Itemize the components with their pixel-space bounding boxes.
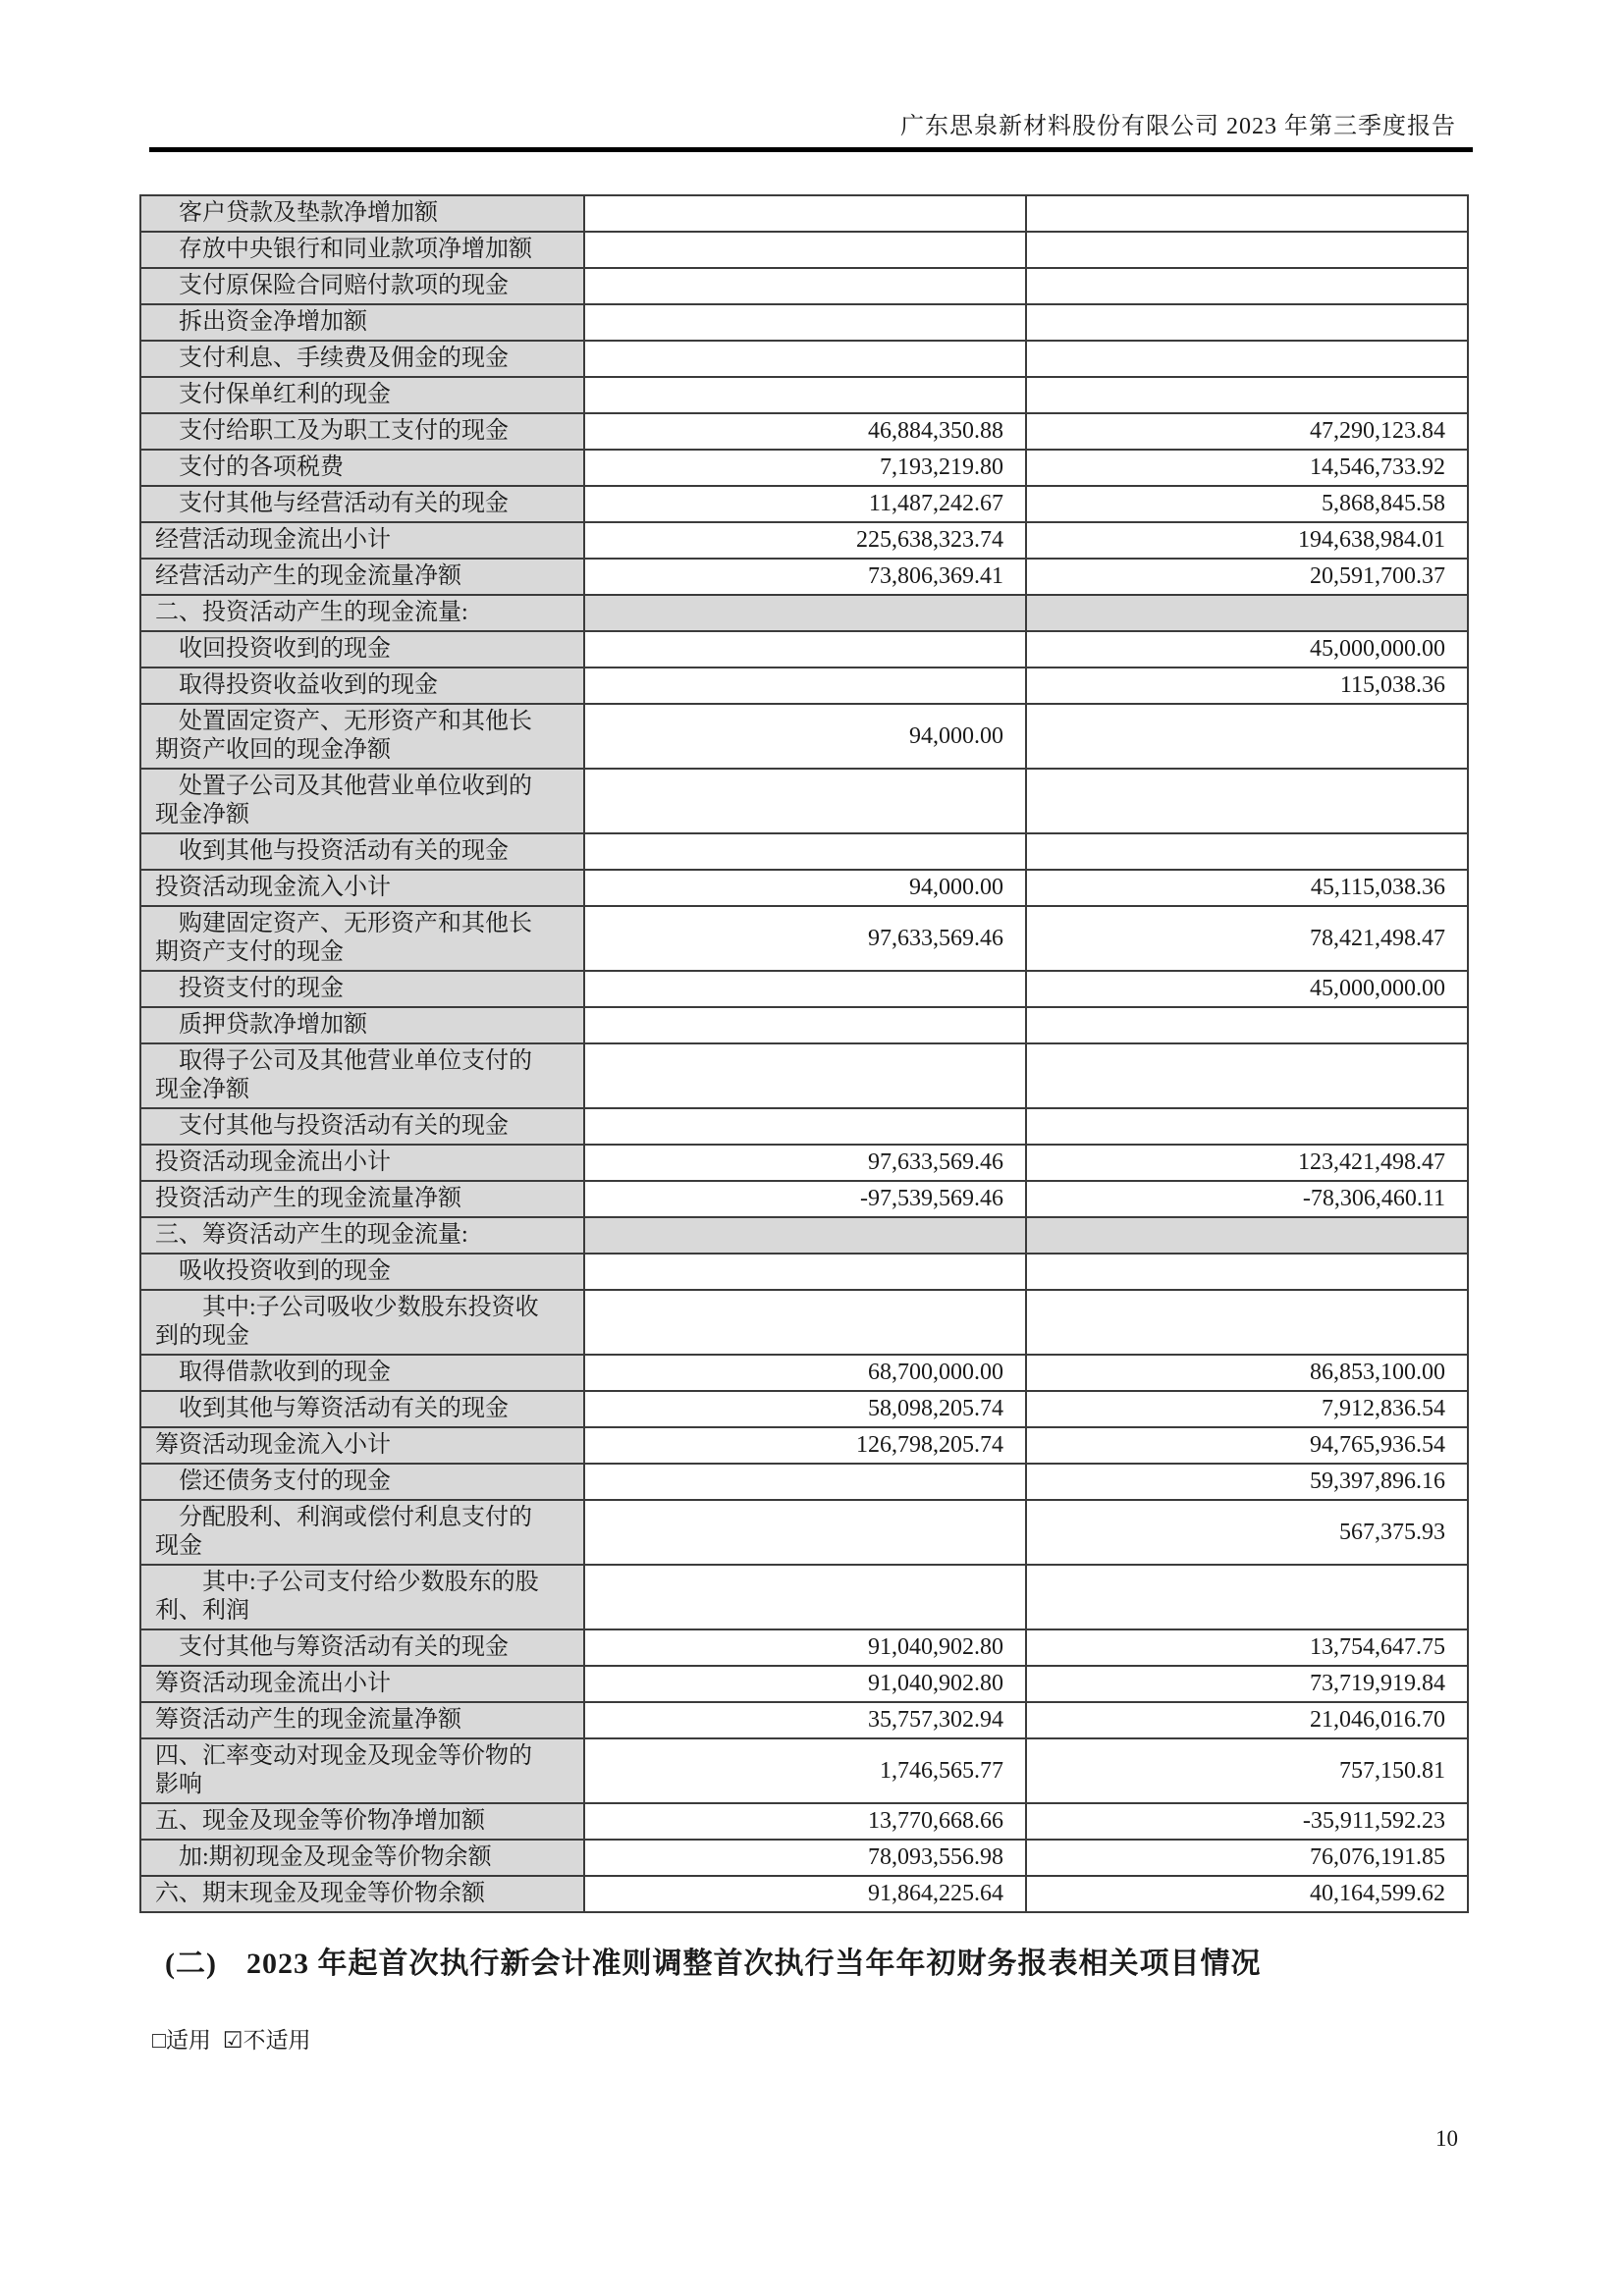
applicability-line (152, 2022, 311, 2055)
header-divider-rule (149, 147, 1473, 152)
value-current-period: 46,884,350.88 (584, 413, 1026, 450)
value-prior-period: -35,911,592.23 (1026, 1803, 1468, 1840)
value-prior-period: -78,306,460.11 (1026, 1181, 1468, 1217)
value-prior-period (1026, 769, 1468, 833)
value-current-period (584, 304, 1026, 341)
row-label: 取得投资收益收到的现金 (140, 667, 584, 704)
value-prior-period: 76,076,191.85 (1026, 1840, 1468, 1876)
table-row (140, 1007, 1468, 1043)
row-label: 拆出资金净增加额 (140, 304, 584, 341)
row-label: 处置子公司及其他营业单位收到的现金净额 (140, 769, 584, 833)
value-current-period (584, 1217, 1026, 1254)
value-current-period (584, 769, 1026, 833)
table-row (140, 195, 1468, 232)
value-current-period (584, 1500, 1026, 1565)
value-prior-period: 86,853,100.00 (1026, 1355, 1468, 1391)
table-row (140, 667, 1468, 704)
value-prior-period (1026, 1217, 1468, 1254)
value-current-period (584, 232, 1026, 268)
value-prior-period: 45,000,000.00 (1026, 971, 1468, 1007)
row-label: 三、筹资活动产生的现金流量: (140, 1217, 584, 1254)
value-current-period: 91,864,225.64 (584, 1876, 1026, 1912)
value-prior-period (1026, 195, 1468, 232)
value-current-period (584, 1290, 1026, 1355)
row-label: 加:期初现金及现金等价物余额 (140, 1840, 584, 1876)
value-current-period: 13,770,668.66 (584, 1803, 1026, 1840)
value-prior-period: 94,765,936.54 (1026, 1427, 1468, 1464)
value-current-period: 91,040,902.80 (584, 1629, 1026, 1666)
table-row (140, 1181, 1468, 1217)
table-row (140, 833, 1468, 870)
table-row (140, 1290, 1468, 1355)
table-row (140, 413, 1468, 450)
value-current-period: 11,487,242.67 (584, 486, 1026, 522)
value-prior-period (1026, 1108, 1468, 1145)
table-row (140, 559, 1468, 595)
row-label: 收回投资收到的现金 (140, 631, 584, 667)
value-current-period (584, 971, 1026, 1007)
table-row (140, 486, 1468, 522)
value-prior-period (1026, 268, 1468, 304)
value-prior-period: 47,290,123.84 (1026, 413, 1468, 450)
value-prior-period (1026, 232, 1468, 268)
value-current-period: 91,040,902.80 (584, 1666, 1026, 1702)
value-prior-period: 567,375.93 (1026, 1500, 1468, 1565)
row-label: 投资活动产生的现金流量净额 (140, 1181, 584, 1217)
row-label: 投资活动现金流入小计 (140, 870, 584, 906)
row-label: 其中:子公司吸收少数股东投资收到的现金 (140, 1290, 584, 1355)
row-label: 筹资活动产生的现金流量净额 (140, 1702, 584, 1738)
row-label: 投资支付的现金 (140, 971, 584, 1007)
value-prior-period (1026, 1290, 1468, 1355)
value-current-period (584, 1108, 1026, 1145)
row-label: 偿还债务支付的现金 (140, 1464, 584, 1500)
value-prior-period: 7,912,836.54 (1026, 1391, 1468, 1427)
value-prior-period: 21,046,016.70 (1026, 1702, 1468, 1738)
table-row (140, 1145, 1468, 1181)
table-row (140, 377, 1468, 413)
value-prior-period: 13,754,647.75 (1026, 1629, 1468, 1666)
section-title: 2023 年起首次执行新会计准则调整首次执行当年年初财务报表相关项目情况 (245, 1948, 1262, 1980)
row-label: 取得借款收到的现金 (140, 1355, 584, 1391)
value-current-period (584, 377, 1026, 413)
value-prior-period: 73,719,919.84 (1026, 1666, 1468, 1702)
value-current-period (584, 833, 1026, 870)
value-current-period (584, 1464, 1026, 1500)
row-label: 分配股利、利润或偿付利息支付的现金 (140, 1500, 584, 1565)
table-row (140, 870, 1468, 906)
value-current-period: 97,633,569.46 (584, 1145, 1026, 1181)
row-label: 支付的各项税费 (140, 450, 584, 486)
value-prior-period: 59,397,896.16 (1026, 1464, 1468, 1500)
value-current-period (584, 595, 1026, 631)
value-current-period (584, 667, 1026, 704)
row-label: 收到其他与投资活动有关的现金 (140, 833, 584, 870)
section-header-row (140, 1217, 1468, 1254)
value-prior-period: 123,421,498.47 (1026, 1145, 1468, 1181)
table-row (140, 1254, 1468, 1290)
row-label: 五、现金及现金等价物净增加额 (140, 1803, 584, 1840)
row-label: 支付利息、手续费及佣金的现金 (140, 341, 584, 377)
value-prior-period: 194,638,984.01 (1026, 522, 1468, 559)
value-current-period (584, 1565, 1026, 1629)
value-current-period: 1,746,565.77 (584, 1738, 1026, 1803)
value-current-period (584, 195, 1026, 232)
row-label: 质押贷款净增加额 (140, 1007, 584, 1043)
row-label: 经营活动现金流出小计 (140, 522, 584, 559)
value-current-period: 78,093,556.98 (584, 1840, 1026, 1876)
value-current-period: 126,798,205.74 (584, 1427, 1026, 1464)
table-row (140, 232, 1468, 268)
value-current-period (584, 1254, 1026, 1290)
table-row (140, 1666, 1468, 1702)
row-label: 投资活动现金流出小计 (140, 1145, 584, 1181)
table-row (140, 1500, 1468, 1565)
table-row (140, 631, 1468, 667)
row-label: 六、期末现金及现金等价物余额 (140, 1876, 584, 1912)
value-prior-period: 20,591,700.37 (1026, 559, 1468, 595)
value-prior-period: 78,421,498.47 (1026, 906, 1468, 971)
row-label: 支付保单红利的现金 (140, 377, 584, 413)
value-current-period: 94,000.00 (584, 704, 1026, 769)
value-current-period: 68,700,000.00 (584, 1355, 1026, 1391)
table-row (140, 1464, 1468, 1500)
row-label: 筹资活动现金流出小计 (140, 1666, 584, 1702)
row-label: 四、汇率变动对现金及现金等价物的影响 (140, 1738, 584, 1803)
row-label: 其中:子公司支付给少数股东的股利、利润 (140, 1565, 584, 1629)
table-row (140, 1738, 1468, 1803)
table-row (140, 341, 1468, 377)
value-prior-period (1026, 704, 1468, 769)
table-row (140, 1043, 1468, 1108)
value-current-period: 225,638,323.74 (584, 522, 1026, 559)
not-applicable-checkbox-label: ☑不适用 (222, 2028, 311, 2053)
value-prior-period (1026, 377, 1468, 413)
value-current-period: 94,000.00 (584, 870, 1026, 906)
value-current-period: 73,806,369.41 (584, 559, 1026, 595)
value-prior-period: 14,546,733.92 (1026, 450, 1468, 486)
value-current-period (584, 631, 1026, 667)
value-prior-period (1026, 833, 1468, 870)
table-row (140, 1565, 1468, 1629)
value-current-period: 7,193,219.80 (584, 450, 1026, 486)
table-row (140, 1391, 1468, 1427)
cashflow-table (139, 194, 1469, 1913)
value-current-period: 58,098,205.74 (584, 1391, 1026, 1427)
value-prior-period: 45,115,038.36 (1026, 870, 1468, 906)
row-label: 支付其他与经营活动有关的现金 (140, 486, 584, 522)
value-current-period (584, 341, 1026, 377)
table-row (140, 906, 1468, 971)
section-heading (165, 1939, 1261, 1982)
row-label: 客户贷款及垫款净增加额 (140, 195, 584, 232)
value-current-period (584, 1043, 1026, 1108)
row-label: 经营活动产生的现金流量净额 (140, 559, 584, 595)
table-row (140, 1876, 1468, 1912)
table-row (140, 971, 1468, 1007)
value-prior-period: 5,868,845.58 (1026, 486, 1468, 522)
value-prior-period: 757,150.81 (1026, 1738, 1468, 1803)
row-label: 处置固定资产、无形资产和其他长期资产收回的现金净额 (140, 704, 584, 769)
table-row (140, 1840, 1468, 1876)
table-row (140, 1427, 1468, 1464)
row-label: 购建固定资产、无形资产和其他长期资产支付的现金 (140, 906, 584, 971)
cashflow-table-body (140, 195, 1468, 1912)
value-prior-period (1026, 1254, 1468, 1290)
report-header-title: 广东思泉新材料股份有限公司 2023 年第三季度报告 (900, 114, 1456, 139)
value-current-period (584, 1007, 1026, 1043)
value-current-period: 97,633,569.46 (584, 906, 1026, 971)
page-number: 10 (1435, 2126, 1458, 2151)
value-prior-period (1026, 1043, 1468, 1108)
section-header-row (140, 595, 1468, 631)
table-row (140, 1629, 1468, 1666)
value-prior-period: 40,164,599.62 (1026, 1876, 1468, 1912)
table-row (140, 704, 1468, 769)
section-number: (二) (165, 1948, 217, 1980)
value-prior-period: 115,038.36 (1026, 667, 1468, 704)
value-prior-period (1026, 1565, 1468, 1629)
value-prior-period (1026, 1007, 1468, 1043)
value-prior-period (1026, 341, 1468, 377)
row-label: 筹资活动现金流入小计 (140, 1427, 584, 1464)
value-prior-period: 45,000,000.00 (1026, 631, 1468, 667)
row-label: 取得子公司及其他营业单位支付的现金净额 (140, 1043, 584, 1108)
value-current-period: 35,757,302.94 (584, 1702, 1026, 1738)
value-prior-period (1026, 595, 1468, 631)
row-label: 支付其他与筹资活动有关的现金 (140, 1629, 584, 1666)
applicable-checkbox-label: □适用 (152, 2028, 211, 2053)
table-row (140, 522, 1468, 559)
table-row (140, 1355, 1468, 1391)
value-prior-period (1026, 304, 1468, 341)
table-row (140, 268, 1468, 304)
table-row (140, 769, 1468, 833)
table-row (140, 450, 1468, 486)
row-label: 支付原保险合同赔付款项的现金 (140, 268, 584, 304)
row-label: 存放中央银行和同业款项净增加额 (140, 232, 584, 268)
row-label: 收到其他与筹资活动有关的现金 (140, 1391, 584, 1427)
value-current-period: -97,539,569.46 (584, 1181, 1026, 1217)
value-current-period (584, 268, 1026, 304)
table-row (140, 1108, 1468, 1145)
row-label: 吸收投资收到的现金 (140, 1254, 584, 1290)
table-row (140, 304, 1468, 341)
row-label: 二、投资活动产生的现金流量: (140, 595, 584, 631)
table-row (140, 1702, 1468, 1738)
row-label: 支付其他与投资活动有关的现金 (140, 1108, 584, 1145)
row-label: 支付给职工及为职工支付的现金 (140, 413, 584, 450)
table-row (140, 1803, 1468, 1840)
